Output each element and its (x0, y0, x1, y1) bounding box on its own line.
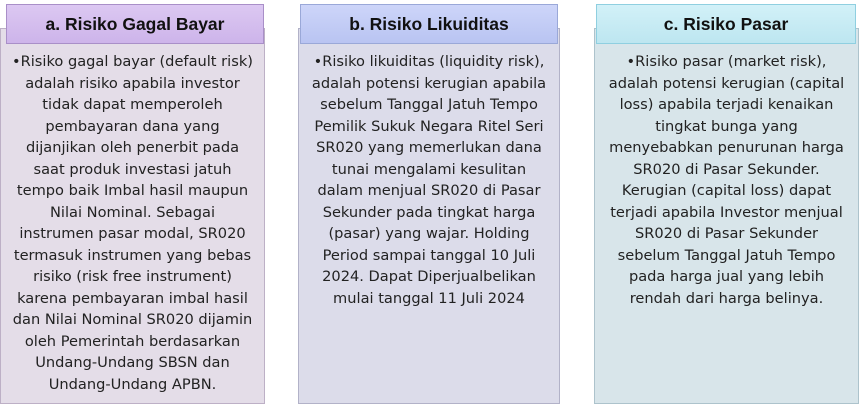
card-body (594, 28, 859, 404)
card-title: b. Risiko Likuiditas (300, 4, 558, 44)
card-text: Risiko likuiditas (liquidity risk), adalah potensi kerugian apabila sebelum Tanggal Jatuh Tempo Pemilik Sukuk Negara Ritel Seri SR020 yang memerlukan dana tunai mengalami kesulitan dalam menjual SR020 di Pasar Sekunder pada tingkat harga (pasar) yang wajar. Holding Period sampai tanggal 10 Juli 2024. Dapat Diperjualbelikan mulai tanggal 11 Juli 2024 (311, 53, 547, 307)
risk-card-market (594, 0, 859, 406)
card-description (11, 51, 254, 395)
risk-card-default (0, 0, 265, 406)
card-title: c. Risiko Pasar (596, 4, 856, 44)
card-body (298, 28, 560, 404)
card-text: Risiko gagal bayar (default risk) adalah risiko apabila investor tidak dapat memperoleh pembayaran dana yang dijanjikan oleh penerbit pada saat produk investasi jatuh tempo baik Imbal hasil maupun Nilai Nominal. Sebagai instrumen pasar modal, SR020 termasuk instrumen yang bebas risiko (risk free instrument) karena pembayaran imbal hasil dan Nilai Nominal SR020 dijamin oleh Pemerintah berdasarkan Undang-Undang SBSN dan Undang-Undang APBN. (12, 53, 253, 393)
card-description (605, 51, 848, 309)
risk-card-liquidity (298, 0, 560, 406)
bullet-icon: • (626, 53, 636, 70)
bullet-icon: • (12, 53, 21, 70)
card-description (309, 51, 549, 309)
card-title: a. Risiko Gagal Bayar (6, 4, 264, 44)
card-body (0, 28, 265, 404)
card-text: Risiko pasar (market risk), adalah potensi kerugian (capital loss) apabila terjadi kenaikan tingkat bunga yang menyebabkan penurunan harga SR020 di Pasar Sekunder. Kerugian (capital loss) dapat terjadi apabila Investor menjual SR020 di Pasar Sekunder sebelum Tanggal Jatuh Tempo pada harga jual yang lebih rendah dari harga belinya. (608, 53, 845, 307)
bullet-icon: • (313, 53, 323, 70)
